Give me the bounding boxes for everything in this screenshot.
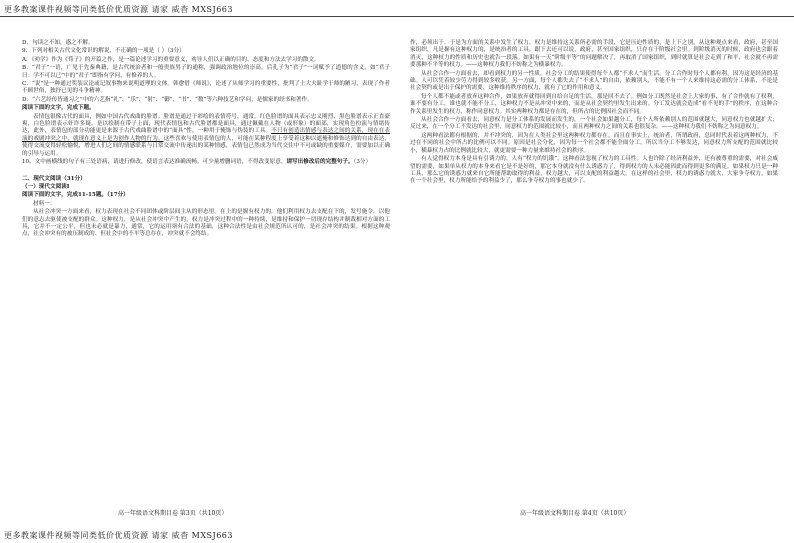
page-3-column [22,40,390,240]
header-rule [0,16,794,17]
question-10 [22,159,390,166]
right-paragraph-4: 从社会合作一方面看去，同意权力是分工体系的发展而发生的，一个社会如果越分工，每个人所依赖别人的范围就越大，同意权力也就越扩大；反过来，在一个分工不发达的社会里，同意权力的范围就比较小，而且两种权力之间的关系也很复杂。——这种权力我们不妨称之为同意权力。 [410,117,778,131]
passage-ending: 这些喜欢与使用表情包的人，可能在某种程度上享受着这种以遮掩和修饰达到的自由表达，使得交流变得轻松愉悦，增进人们之间的情感联系与日常交流中传递出的某种情感，表情包已然成为当代交往中不可或缺的重要媒介，需要加以正确的引导与运用。 [22,135,390,157]
question-10-bold: 请写出修改后的完整句子。 [286,159,354,166]
page-4-column [410,40,778,187]
right-paragraph-2: 从社会合作一方面看去，却看到权力的另一性质。社会分工的结果使得每个人都“不求人”而生活。分工合作时每个人都有利，因为这是经济的基础。人可以凭着较少劳力得到较多收获。另一方面，每个人都失去了“不求人”的自由，依赖别人，不能不有一个人来维持这必需的分工体系，不论是社会契约或是出于保护的需要，这种维持秩序的权力，就有了它的作用和意义。 [410,70,778,92]
section-2-heading: 二、现代文阅读（31分） [22,175,86,182]
material-1-text: 从社会冲突一方面来看，权力表现在社会不同团体或阶层间主从的形态里。在上的是握有权力的，他们利用权力去支配在下的，发号施令，以他们的意志去驱使被支配的群众。这种权力，是从社会冲突中产生的，权力是冲突过程中的一种持续，是维持和保护一切现存结构并制裁相对方面的工具，它并不一定公平，但也未必就是暴力，通常，它的运用须有合法的基础，这种合法性是由社会规范所认可的，是社会冲突的结果。根据这种观点，社会冲突有的被压制成的、但社会中的不平等总存在，冲突就不会终结。 [22,209,390,238]
question-9: 9、下列对相关古代文化常识的解说，不正确的一项是（ ）（3分） [22,48,185,55]
right-paragraph-3: 每个人都不能或者放弃这种合作，如果放弃就得回到自给自足的生活，那是回不去了。例如分工既然是社会上大家的事，有了合作就有了权利，谁不要有分工，谁也就不能不分工，这种权力不是从冲突中来的，而是从社会契约里发生出来的。分工发达就会造成“看不见的手”的秩序，在这种合作关系里发生的权力，称作同意权力。其实两种权力都是存在的，但所占的比例因社会而不同。 [410,93,778,115]
question-9-option-b: B．“君子”一语，广见于先秦典籍，是古代统治者和一般贵族男子的通称，强调政治地位的崇高。后孔子为“君子”一词赋予了道德的含义，如“君子曰：学不可以已”中的“君子”即指有学问、有修养的人。 [22,65,390,79]
option-d-previous: D、句读之不知，惑之不解。 [22,40,94,46]
question-9-option-c: C．“说”是一种通过奖装议论或记叙事物来说明道理的文体。韩愈借《师说》，论述了从师学习的重要性，批判了士大夫耻学于师的陋习，表现了作者不顾世俗，独抒已见的斗争精神。 [22,81,390,95]
question-10-points: （3分） [353,159,372,166]
section-2-subheading: （一）现代文阅读Ⅰ [22,183,70,190]
page-3-footer: 高一年级语文科期目卷 第3页（共10页） [118,510,228,517]
question-10-text: 10、文中画横线的句子有三处语病，请进行修改，使语言表达准确流畅。可少量增删词语，不得改变原意。 [22,159,287,166]
reading-instruction: 阅读下面的文字，完成下题。 [22,105,95,112]
passage-underlined: 不只有创造出情感与表达之间的关系，现在在表演的戏剧冲突之中，就现在意义上是为创作人物的行为。 [22,128,390,142]
question-9-option-d: D．“六艺经传皆通习之”中的六艺指“礼”、“乐”、“射”、“御”、“书”、“数”等六种技艺和学问，是儒家的经书和著作。 [22,96,313,103]
passage-text: 表情包很像古代的面具，例如中国古代戏曲的脸谱。脸谱是通过于彩绘的表情符号，通常，红色脸谱的面具表示忠义刚烈，黑色脸谱表示正直豪爽，白色脸谱表示奸诈多疑。是以绘制在带子上面，现代表情包和古代脸谱都是面具，通过佩戴在人物（或形象）的面部，实现角色扮演与情绪传达，此外，表情包的部分功能更是来源于古代戏曲脸谱中的“面具”性，一种用于掩饰与伪装的工具。 [22,113,390,135]
material-1-label: 材料一： [33,200,56,207]
right-paragraph-6: 有人觉得权力本身是具有引诱力的，人有“权力的饥饿”。这种看法忽视了权力的工具性。人也许除了经济利益外，还有被尊重的需要，对社会威望的需要，如果单从权力的本身来看它是不是好的，那它本身就没有什么诱惑力了，得到权力的人未必能因此而得到更多的满足。如果权力只是一种工具，那么它的诱惑力就来自它所能帮助取得的利益，权力越大，可以支配的利益越大。在这样的社会里，权力的诱惑力就大，大家争夺权力，如果在一个社会里，权力所能给予的利益少了，那么争夺权力的事也就少了。 [410,156,778,185]
promo-banner-bottom: 更多教案课件视频等同类低价优质资源 请家 威杳 MXSJ663 [4,531,233,540]
promo-banner-top: 更多教案课件视频等同类低价优质资源 请家 威杳 MXSJ663 [4,5,233,14]
right-paragraph-5: 这两种看法都有根据的，并不冲突的，因为在人类社会里这两种权力都存在。而且在事实上，统治者，所谓政府，总同时代表着这两种权力，不过在不同的社会中所占的比例可以不同。原因是社会分化，因为每一个社会都不能全面分工，所以当分工不够发达，同意权力所支配的范围就比较小，横暴权力占的比例就比较大，就更需要一种力量来维持社会的秩序。 [410,132,778,154]
question-9-option-a: A．《劝学》作为《荀子》的开篇之作，是一篇论述学习的重要意义，劝导人们以正确的目的、态度和方法去学习的散文。 [22,56,320,63]
section-2-instruction: 阅读下面的文字，完成11-15题。（17分） [22,192,129,199]
right-paragraph-1: 作，必须出于。于是为方面的关系中发生了权力。权力是维持这关系所必需的手段，它是压迫性质的，是上下之别。从这种观点来看，政府，甚至国家组织，凡是握有这种权力的，是统治者的工具。跟下去还可以说，政府，甚至国家组织，只存在于阶级社会里。到阶级消灭的时候，政府也会跟着消灭，这种权力的性质和历史也就告一段落。如果有一天“阶级平等”的问题解决了，再取消了国家组织，到时就算是社会走到了和平、社会就不再需要那种不平等的权力。——这种权力我们不妨称之为横暴权力。 [410,40,778,69]
emoji-passage [22,114,390,158]
page-4-footer: 高一年级语文科期目卷 第4页（共10页） [520,510,630,517]
